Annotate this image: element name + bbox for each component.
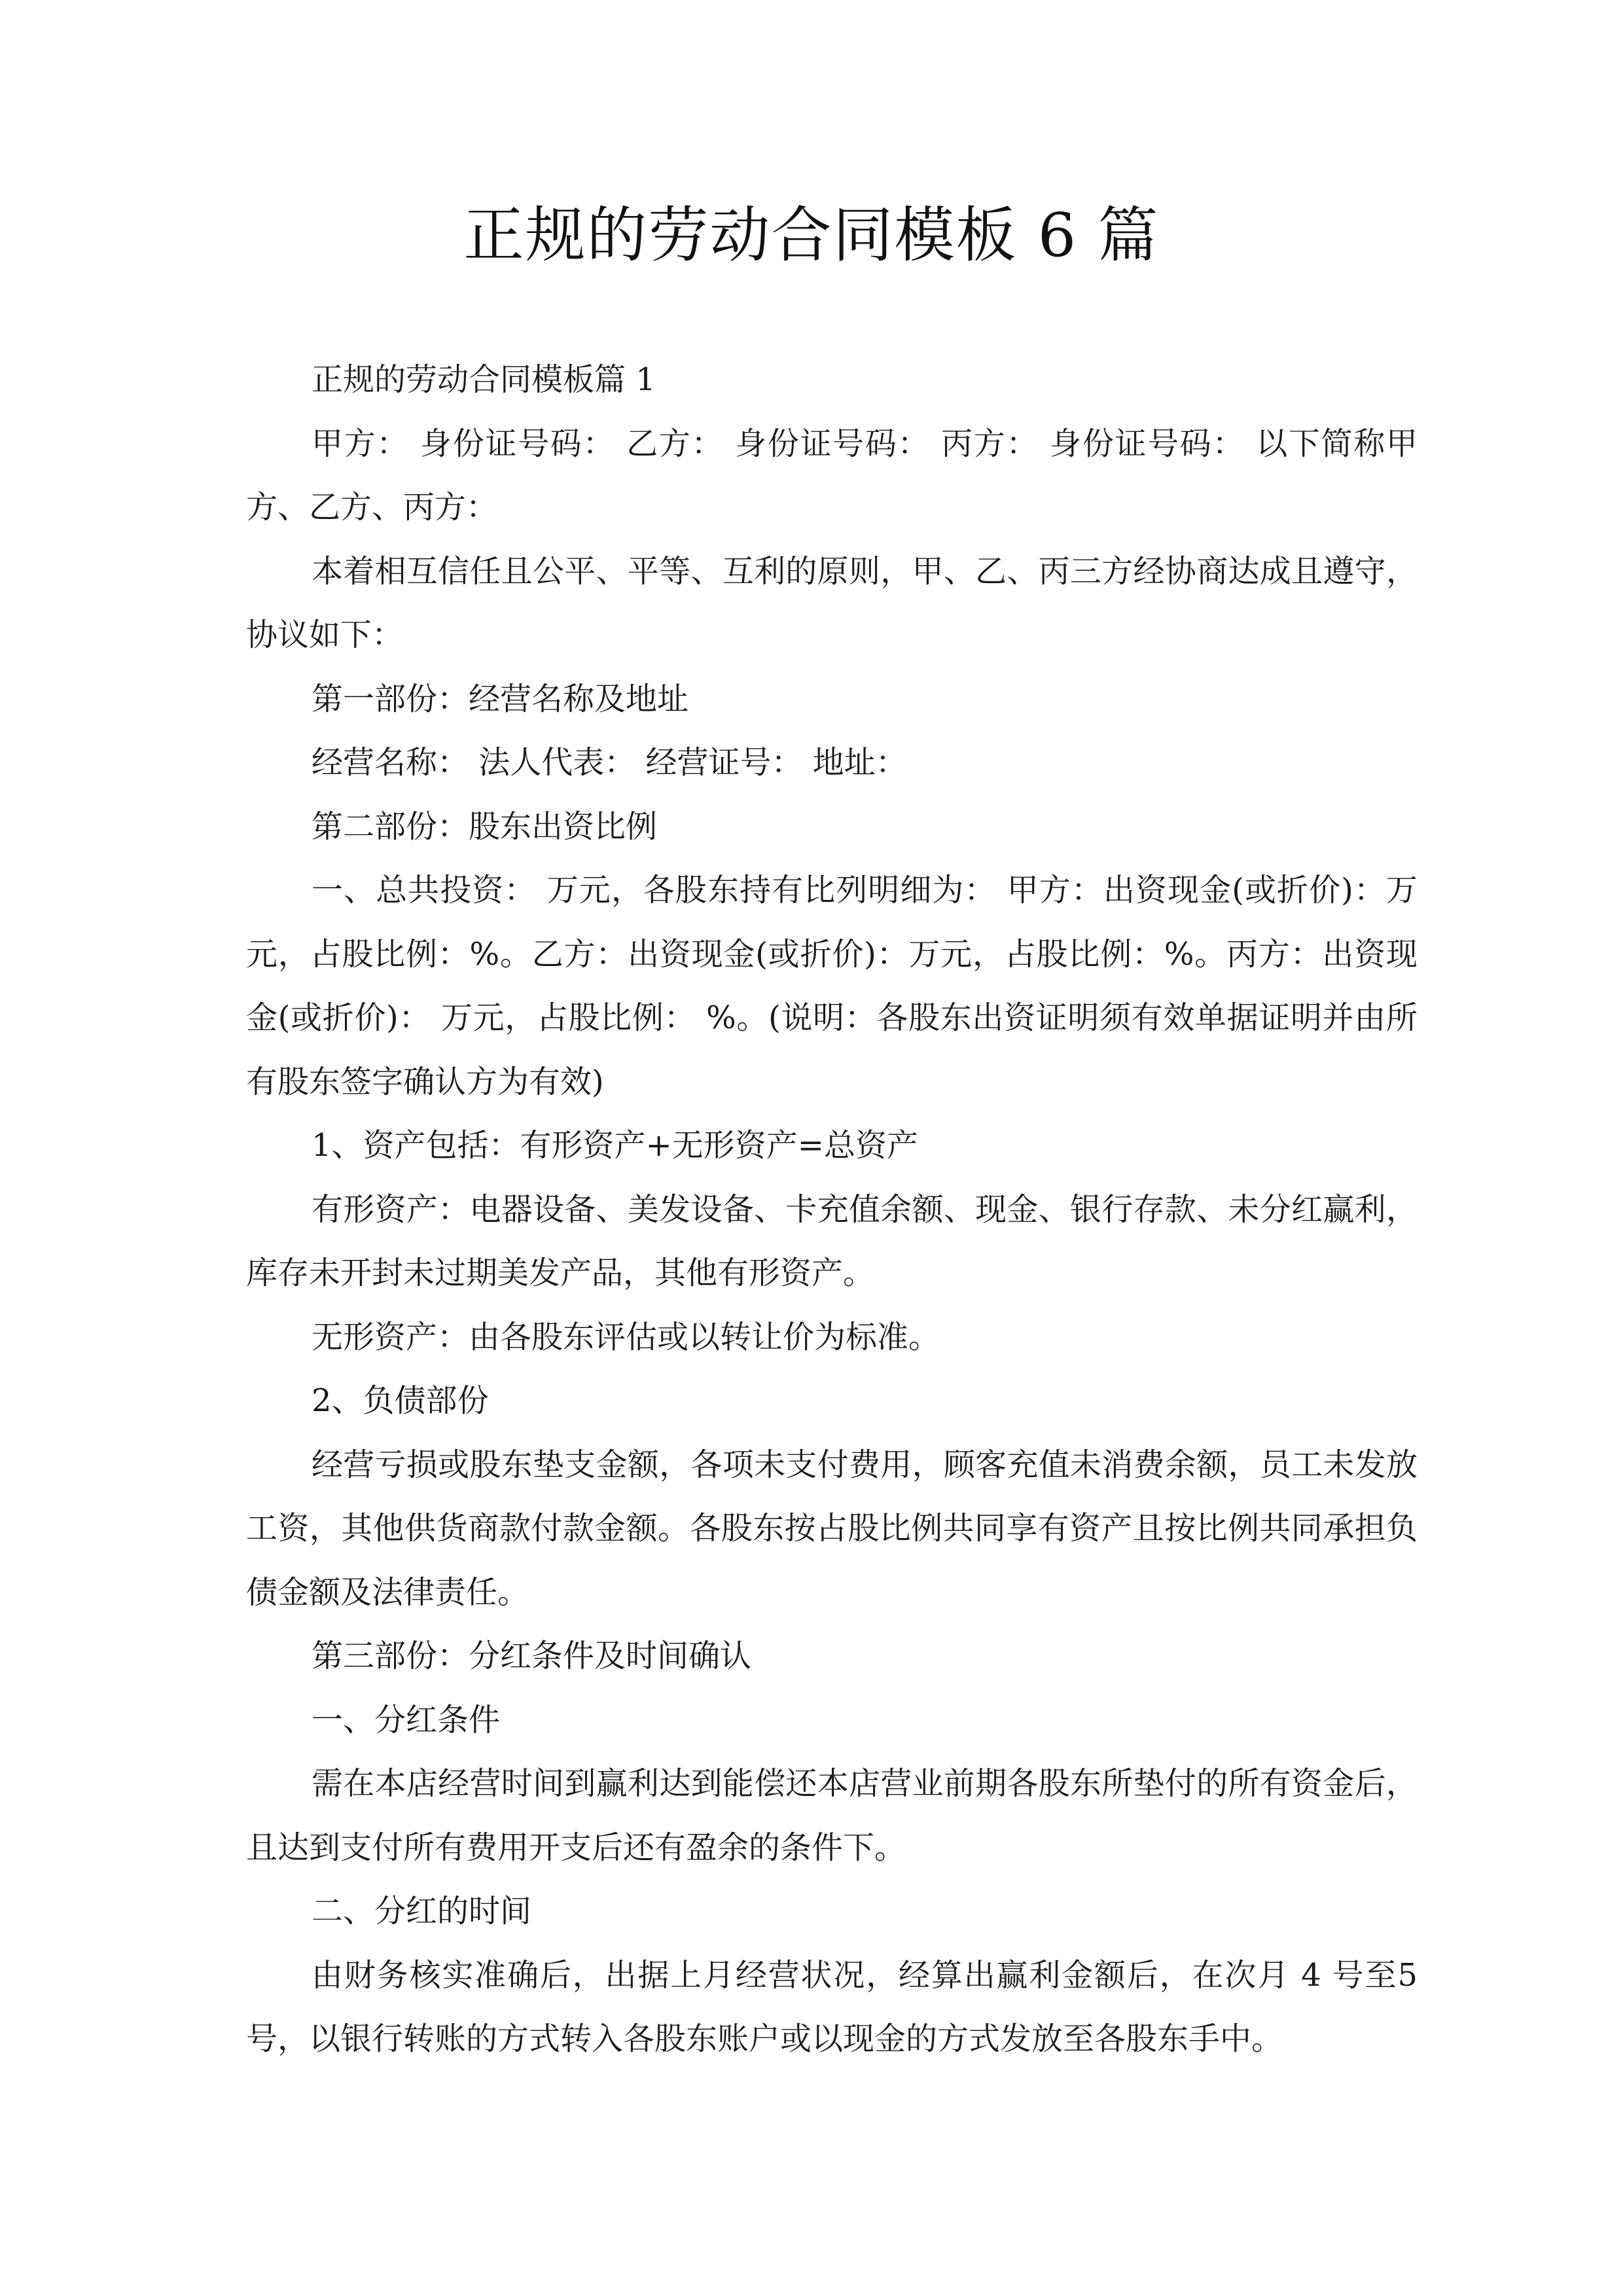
part-two-heading: 第二部份：股东出资比例: [312, 808, 658, 845]
intangible-assets-paragraph: 无形资产：由各股东评估或以转让价为标准。: [312, 1318, 940, 1355]
section-heading: 正规的劳动合同模板篇 1: [312, 361, 656, 398]
document-body: [246, 348, 1418, 2072]
liabilities-paragraph: 经营亏损或股东垫支金额，各项未支付费用，顾客充值未消费余额，员工未发放工资，其他供货商款付款金额。各股东按占股比例共同享有资产且按比例共同承担负债金额及法律责任。: [246, 1446, 1418, 1611]
dividend-time-paragraph: 由财务核实准确后，出据上月经营状况，经算出赢利金额后，在次月 4 号至5 号，以银行转账的方式转入各股东账户或以现金的方式发放至各股东手中。: [246, 1956, 1418, 2057]
document-title: 正规的劳动合同模板 6 篇: [463, 200, 1160, 270]
part-one-heading: 第一部份：经营名称及地址: [312, 680, 689, 717]
parties-paragraph: 甲方： 身份证号码： 乙方： 身份证号码： 丙方： 身份证号码： 以下简称甲方、乙方、丙方：: [246, 425, 1418, 526]
assets-heading: 1、资产包括：有形资产+无形资产=总资产: [312, 1127, 918, 1164]
dividend-conditions-paragraph: 需在本店经营时间到赢利达到能偿还本店营业前期各股东所垫付的所有资金后，且达到支付所有费用开支后还有盈余的条件下。: [246, 1765, 1418, 1866]
tangible-assets-paragraph: 有形资产：电器设备、美发设备、卡充值余额、现金、银行存款、未分红赢利，库存未开封未过期美发产品，其他有形资产。: [246, 1191, 1418, 1291]
liabilities-heading: 2、负债部份: [312, 1382, 489, 1419]
business-info-paragraph: 经营名称： 法人代表： 经营证号： 地址：: [312, 744, 907, 781]
preamble-paragraph: 本着相互信任且公平、平等、互利的原则，甲、乙、丙三方经协商达成且遵守，协议如下：: [246, 552, 1418, 653]
investment-paragraph: 一、总共投资： 万元，各股东持有比列明细为： 甲方：出资现金(或折价)：万元，占股比例：%。乙方：出资现金(或折价)：万元，占股比例：%。丙方：出资现金(或折价)： 万元，占股比例： %。(说明：各股东出资证明须有效单据证明并由所有股东签字确认方为有效): [246, 872, 1418, 1100]
part-three-heading: 第三部份：分红条件及时间确认: [312, 1638, 752, 1674]
dividend-conditions-heading: 一、分红条件: [312, 1701, 501, 1738]
dividend-time-heading: 二、分红的时间: [312, 1893, 532, 1929]
